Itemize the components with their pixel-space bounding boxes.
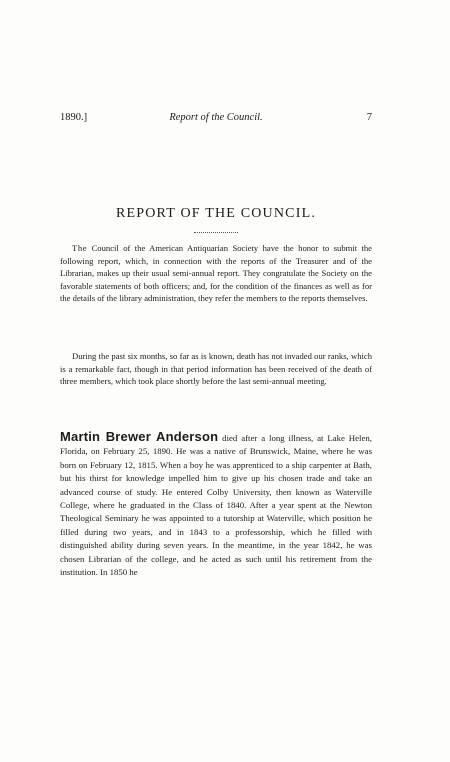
obituary-name: Martin Brewer Anderson <box>60 429 219 444</box>
paragraph-text: died after a long illness, at Lake Helen, Florida, on February 25, 1890. He was a native of Brunswick, Maine, where he was born on February 12, 1815. When a boy he was apprenticed to a ship carpenter at Bath, but his thirst for knowledge impelled him to give up his chosen trade and take an advanced course of study. He entered Colby University, then known as Waterville College, where he graduated in the Class of 1840. After a year spent at the Newton Theological Seminary he was appointed to a tutorship at Waterville, which position he filled during two years, and in 1843 to a professorship, which he filled with distinguished ability during seven years. In the meantime, in the year 1842, he was chosen Librarian of the college, and he acted as such until his retirement from the institution. In 1850 he <box>60 433 373 578</box>
paragraph-text: Council of the American Antiquarian Society have the honor to submit the following report, which, in connection with the reports of the Treasurer and of the Librarian, makes up their usual semi-annual report. They congratulate the Society on the favorable statements of both officers; and, for the condition of the finances as well as for the details of the library administration, they refer the members to the reports themselves. <box>60 243 372 304</box>
page-number: 7 <box>366 112 372 123</box>
paragraph-intro <box>60 242 372 305</box>
running-head <box>60 112 372 128</box>
paragraph-lead-word: The <box>72 243 88 253</box>
paragraph-deaths <box>60 350 372 388</box>
running-head-title: Report of the Council. <box>169 112 263 123</box>
title-divider <box>194 232 238 233</box>
running-head-year: 1890.] <box>60 112 88 123</box>
paragraph-obituary <box>60 430 372 579</box>
page-title: REPORT OF THE COUNCIL. <box>115 206 317 221</box>
paragraph-text: During the past six months, so far as is known, death has not invaded our ranks, which is a remarkable fact, though in that period information has been received of the death of three members, which took place shortly before the last semi-annual meeting. <box>60 351 372 387</box>
